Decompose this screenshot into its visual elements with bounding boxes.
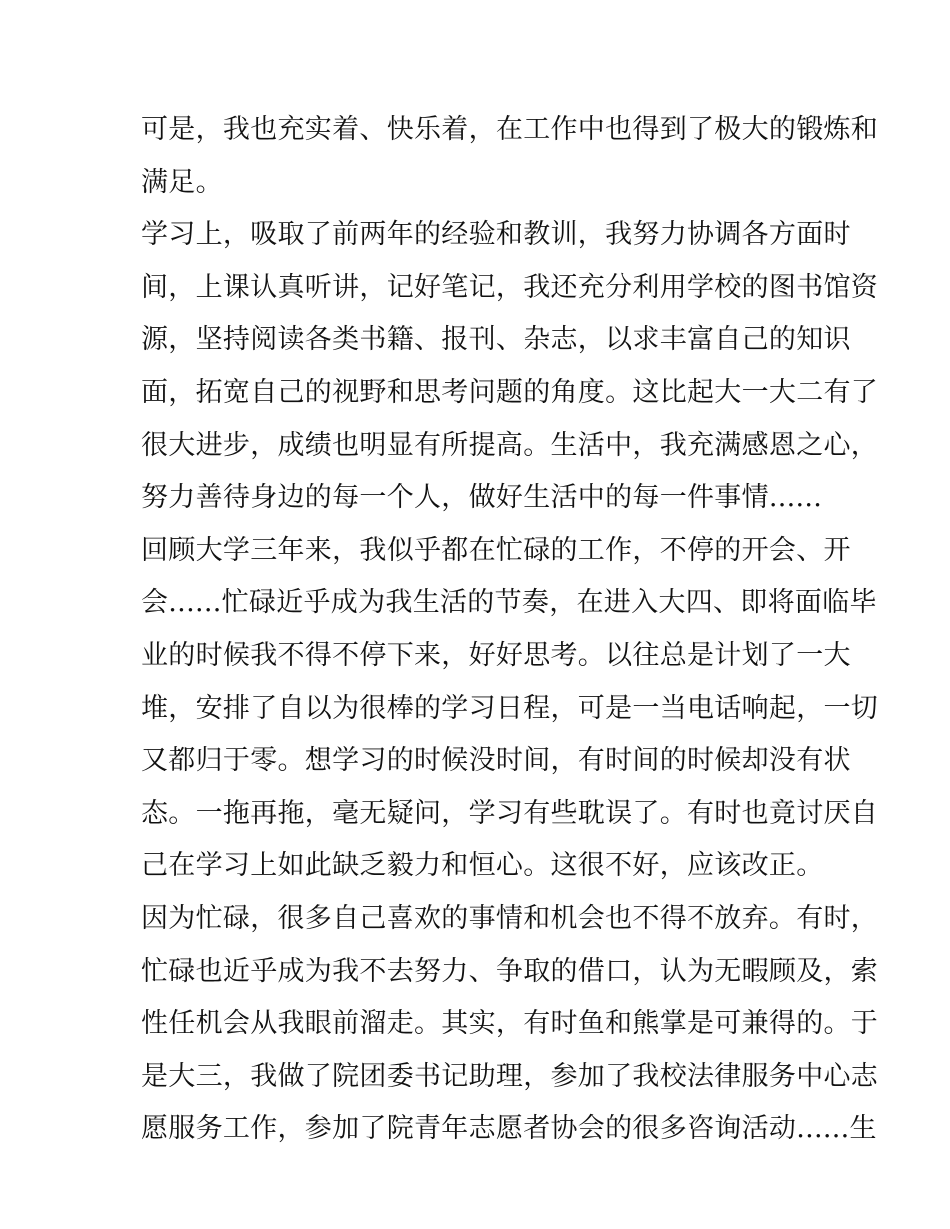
text-line: 学习上，吸取了前两年的经验和教训，我努力协调各方面时 — [141, 219, 851, 251]
text-line: 愿服务工作，参加了院青年志愿者协会的很多咨询活动......生 — [141, 1113, 877, 1145]
text-line: 性任机会从我眼前溜走。其实，有时鱼和熊掌是可兼得的。于 — [141, 1008, 879, 1040]
text-line: 很大进步，成绩也明显有所提高。生活中，我充满感恩之心， — [141, 429, 879, 461]
text-line: 满足。 — [141, 166, 223, 198]
text-line: 态。一拖再拖，毫无疑问，学习有些耽误了。有时也竟讨厌自 — [141, 797, 879, 829]
text-line: 会......忙碌近乎成为我生活的节奏，在进入大四、即将面临毕 — [141, 587, 877, 619]
text-line: 可是，我也充实着、快乐着，在工作中也得到了极大的锻炼和 — [141, 114, 879, 145]
text-line: 堆，安排了自以为很棒的学习日程，可是一当电话响起，一切 — [141, 692, 879, 724]
text-line: 业的时候我不得不停下来，好好思考。以往总是计划了一大 — [141, 639, 851, 671]
body-text — [141, 104, 879, 1156]
text-line: 源，坚持阅读各类书籍、报刊、杂志，以求丰富自己的知识 — [141, 324, 851, 356]
text-line: 又都归于零。想学习的时候没时间，有时间的时候却没有状 — [141, 745, 851, 777]
text-line: 面，拓宽自己的视野和思考问题的角度。这比起大一大二有了 — [141, 376, 879, 408]
text-line: 忙碌也近乎成为我不去努力、争取的借口，认为无暇顾及，索 — [141, 955, 879, 987]
text-line: 回顾大学三年来，我似乎都在忙碌的工作，不停的开会、开 — [141, 534, 851, 566]
text-line: 是大三，我做了院团委书记助理，参加了我校法律服务中心志 — [141, 1060, 879, 1092]
text-line: 间，上课认真听讲，记好笔记，我还充分利用学校的图书馆资 — [141, 271, 879, 303]
text-line: 因为忙碌，很多自己喜欢的事情和机会也不得不放弃。有时， — [141, 902, 879, 934]
text-line: 努力善待身边的每一个人，做好生活中的每一件事情...... — [141, 482, 823, 514]
text-line: 己在学习上如此缺乏毅力和恒心。这很不好，应该改正。 — [141, 850, 824, 882]
